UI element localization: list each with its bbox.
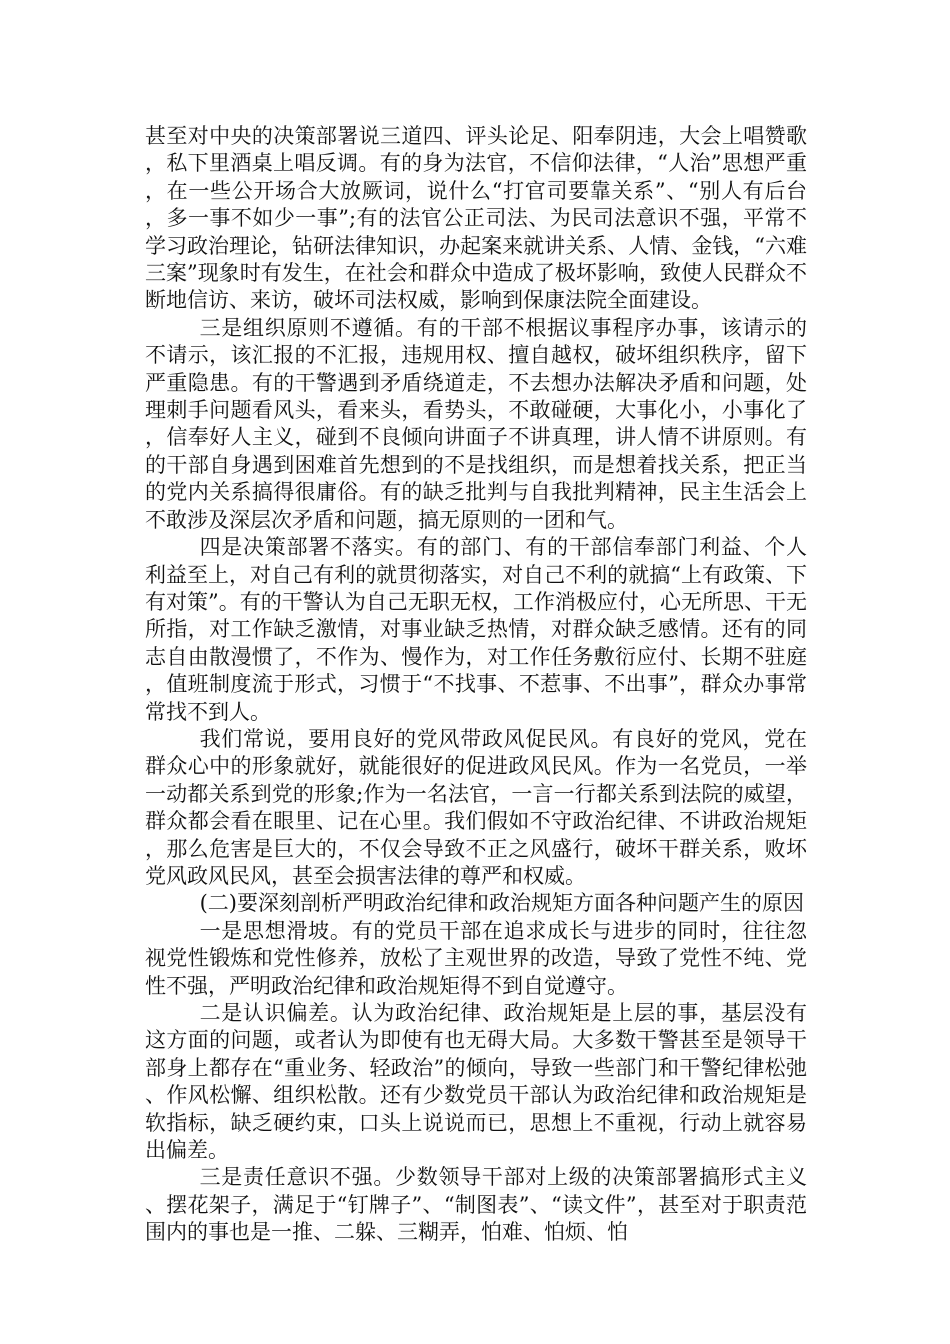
paragraph-4: 我们常说，要用良好的党风带政风促民风。有良好的党风，党在群众心中的形象就好，就能很好的促进政风民风。作为一名党员，一举一动都关系到党的形象;作为一名法官，一言一行都关系到法院的威望，群众都会看在眼里、记在心里。我们假如不守政治纪律、不讲政治规矩，那么危害是巨大的，不仅会导致不正之风盛行，破坏干群关系，败坏党风政风民风，甚至会损害法律的尊严和权威。 xyxy=(145,726,807,888)
paragraph-1: 甚至对中央的决策部署说三道四、评头论足、阳奉阴违，大会上唱赞歌，私下里酒桌上唱反调。有的身为法官，不信仰法律，“人治”思想严重，在一些公开场合大放厥词，说什么“打官司要靠关系”、“别人有后台，多一事不如少一事”;有的法官公正司法、为民司法意识不强，平常不学习政治理论，钻研法律知识，办起案来就讲关系、人情、金钱，“六难三案”现象时有发生，在社会和群众中造成了极坏影响，致使人民群众不断地信访、来访，破坏司法权威，影响到保康法院全面建设。 xyxy=(145,124,807,313)
paragraph-6: 二是认识偏差。认为政治纪律、政治规矩是上层的事，基层没有这方面的问题，或者认为即使有也无碍大局。大多数干警甚至是领导干部身上都存在“重业务、轻政治”的倾向，导致一些部门和干警纪律松弛、作风松懈、组织松散。还有少数党员干部认为政治纪律和政治规矩是软指标，缺乏硬约束，口头上说说而已，思想上不重视，行动上就容易出偏差。 xyxy=(145,1001,807,1163)
document-page xyxy=(145,123,807,1247)
paragraph-5: 一是思想滑坡。有的党员干部在追求成长与进步的同时，往往忽视党性锻炼和党性修养，放松了主观世界的改造，导致了党性不纯、党性不强，严明政治纪律和政治规矩得不到自觉遵守。 xyxy=(145,918,807,998)
paragraph-2: 三是组织原则不遵循。有的干部不根据议事程序办事，该请示的不请示，该汇报的不汇报，违规用权、擅自越权，破坏组织秩序，留下严重隐患。有的干警遇到矛盾绕道走，不去想办法解决矛盾和问题，处理刺手问题看风头，看来头，看势头，不敢碰硬，大事化小，小事化了，信奉好人主义，碰到不良倾向讲面子不讲真理，讲人情不讲原则。有的干部自身遇到困难首先想到的不是找组织，而是想着找关系，把正当的党内关系搞得很庸俗。有的缺乏批判与自我批判精神，民主生活会上不敢涉及深层次矛盾和问题，搞无原则的一团和气。 xyxy=(145,315,807,532)
paragraph-3: 四是决策部署不落实。有的部门、有的干部信奉部门利益、个人利益至上，对自己有利的就贯彻落实，对自己不利的就搞“上有政策、下有对策”。有的干警认为自己无职无权，工作消极应付，心无所思、干无所指，对工作缺乏激情，对事业缺乏热情，对群众缺乏感情。还有的同志自由散漫惯了，不作为、慢作为，对工作任务敷衍应付、长期不驻庭，值班制度流于形式，习惯于“不找事、不惹事、不出事”，群众办事常常找不到人。 xyxy=(145,535,807,724)
paragraph-7: 三是责任意识不强。少数领导干部对上级的决策部署搞形式主义、摆花架子，满足于“钉牌子”、“制图表”、“读文件”，甚至对于职责范围内的事也是一推、二躲、三糊弄，怕难、怕烦、怕 xyxy=(145,1165,807,1245)
section-heading: (二)要深刻剖析严明政治纪律和政治规矩方面各种问题产生的原因 xyxy=(199,891,804,916)
